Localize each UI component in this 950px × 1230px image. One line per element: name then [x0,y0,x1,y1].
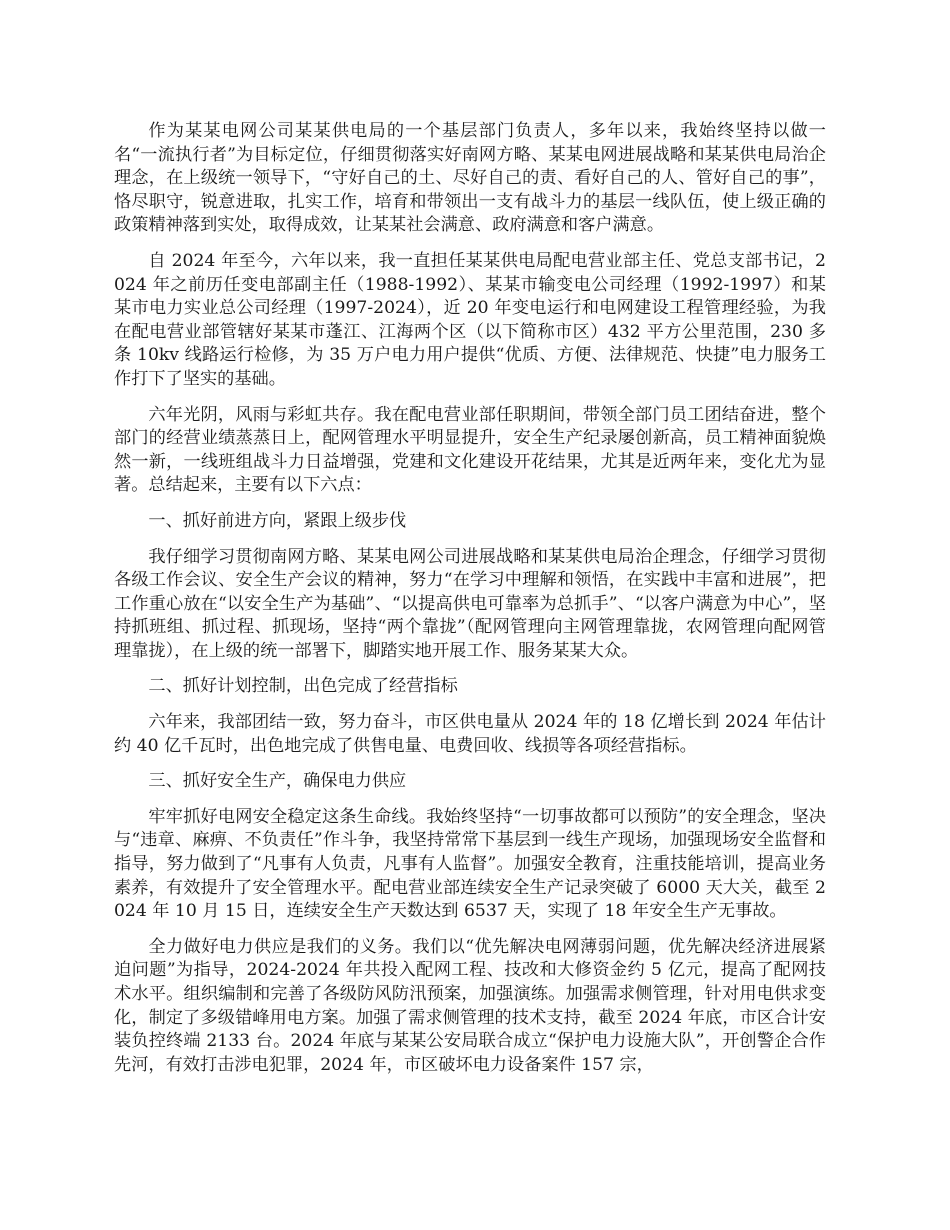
paragraph-summary: 六年光阴，风雨与彩虹共存。我在配电营业部任职期间，带领全部门员工团结奋进，整个部门的经营业绩蒸蒸日上，配网管理水平明显提升，安全生产纪录屡创新高，员工精神面貌焕然一新，一线班组战斗力日益增强，党建和文化建设开花结果，尤其是近两年来，变化尤为显著。总结起来，主要有以下六点： [114,404,826,496]
paragraph-targets: 六年来，我部团结一致，努力奋斗，市区供电量从 2024 年的 18 亿增长到 2024 年估计约 40 亿千瓦时，出色地完成了供售电量、电费回收、线损等各项经营指标。 [114,712,826,756]
paragraph-direction: 我仔细学习贯彻南网方略、某某电网公司进展战略和某某供电局治企理念，仔细学习贯彻各级工作会议、安全生产会议的精神，努力“在学习中理解和领悟，在实践中丰富和进展”，把工作重心放在“以安全生产为基础”、“以提高供电可靠率为总抓手”、“以客户满意为中心”，坚持抓班组、抓过程、抓现场，坚持“两个靠拢”（配网管理向主网管理靠拢，农网管理向配网管理靠拢），在上级的统一部署下，脚踏实地开展工作、服务某某大众。 [114,546,826,661]
section-heading-1: 一、抓好前进方向，紧跟上级步伐 [148,510,407,531]
paragraph-background: 自 2024 年至今，六年以来，我一直担任某某供电局配电营业部主任、党总支部书记，2024 年之前历任变电部副主任（1988-1992）、某某市输变电公司经理（1992-1997）和某某市电力实业总公司经理（1997-2024），近 20 年变电运行和电网建设工程管理经验，为我在配电营业部管辖好某某市蓬江、江海两个区（以下简称市区）432 平方公里范围，230 多条 10kv 线路运行检修，为 35 万户电力用户提供“优质、方便、法律规范、快捷”电力服务工作打下了坚实的基础。 [114,250,826,389]
paragraph-safety: 牢牢抓好电网安全稳定这条生命线。我始终坚持“一切事故都可以预防”的安全理念，坚决与“违章、麻痹、不负责任”作斗争，我坚持常常下基层到一线生产现场，加强现场安全监督和指导，努力做到了“凡事有人负责，凡事有人监督”。加强安全教育，注重技能培训，提高业务素养，有效提升了安全管理水平。配电营业部连续安全生产记录突破了 6000 天大关，截至 2024 年 10 月 15 日，连续安全生产天数达到 6537 天，实现了 18 年安全生产无事故。 [114,806,826,922]
section-heading-3: 三、抓好安全生产，确保电力供应 [148,771,407,792]
paragraph-supply: 全力做好电力供应是我们的义务。我们以“优先解决电网薄弱问题，优先解决经济进展紧迫问题”为指导，2024-2024 年共投入配网工程、技改和大修资金约 5 亿元，提高了配网技术水平。组织编制和完善了各级防风防汛预案，加强演练。加强需求侧管理，针对用电供求变化，制定了多级错峰用电方案。加强了需求侧管理的技术支持，截至 2024 年底，市区合计安装负控终端 2133 台。2024 年底与某某公安局联合成立“保护电力设施大队”，开创警企合作先河，有效打击涉电犯罪，2024 年，市区破坏电力设备案件 157 宗， [114,936,826,1075]
document-body [114,120,826,1089]
section-heading-2: 二、抓好计划控制，出色完成了经营指标 [148,676,458,697]
paragraph-intro: 作为某某电网公司某某供电局的一个基层部门负责人，多年以来，我始终坚持以做一名“一流执行者”为目标定位，仔细贯彻落实好南网方略、某某电网进展战略和某某供电局治企理念，在上级统一领导下，“守好自己的土、尽好自己的责、看好自己的人、管好自己的事”，恪尽职守，锐意进取，扎实工作，培育和带领出一支有战斗力的基层一线队伍，使上级正确的政策精神落到实处，取得成效，让某某社会满意、政府满意和客户满意。 [114,121,826,236]
